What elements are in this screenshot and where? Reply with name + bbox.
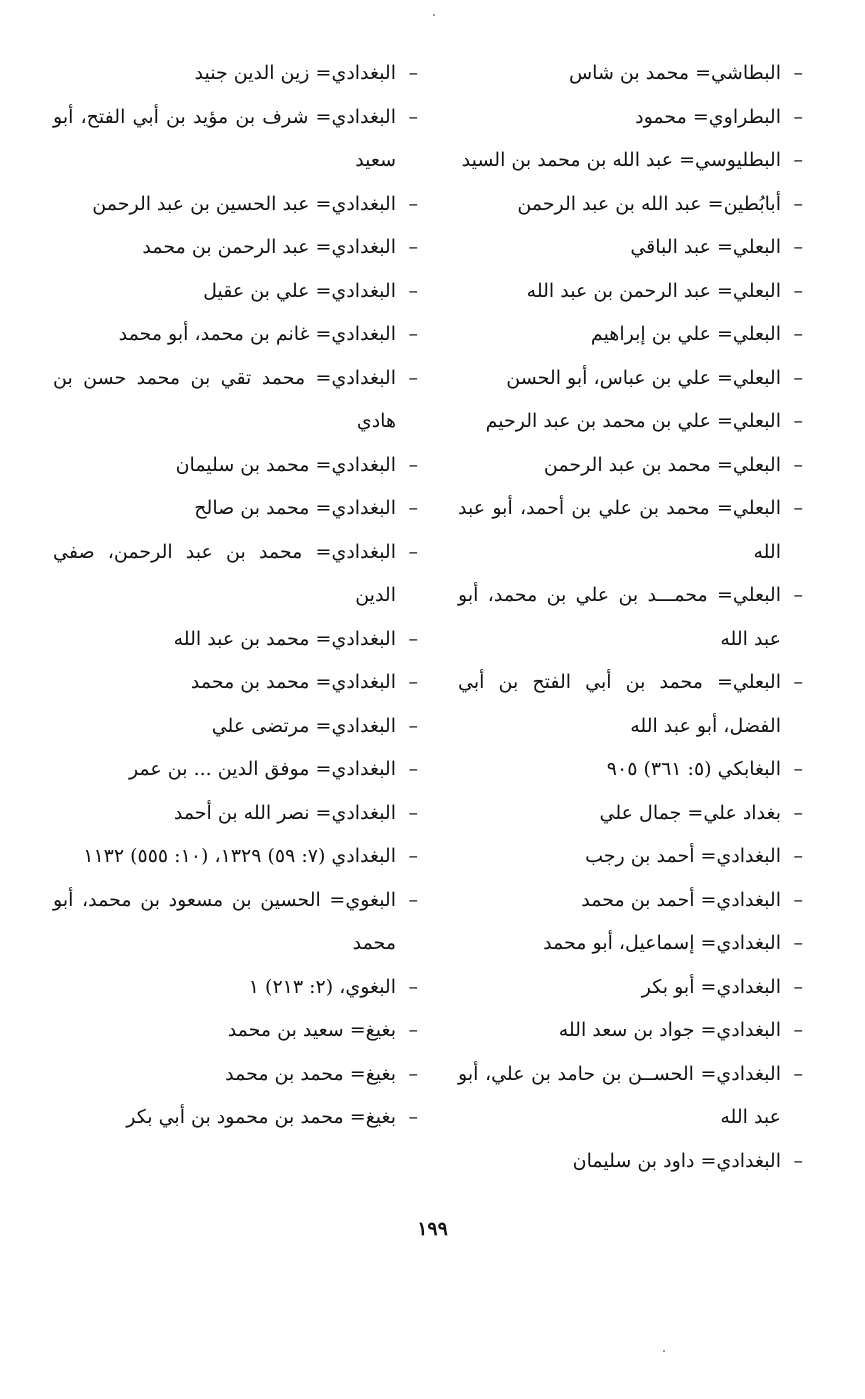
entry-dash: – <box>793 192 803 215</box>
entry-text: البغابكي (٥: ٣٦١) ٩٠٥ <box>606 758 781 780</box>
entry-dash: – <box>408 1106 418 1128</box>
index-entry <box>458 1053 803 1140</box>
entry-dash: – <box>793 801 803 824</box>
index-entry <box>53 879 418 966</box>
entry-dash: – <box>408 366 418 389</box>
index-entry <box>458 357 803 401</box>
entry-text: البغدادي= مرتضى علي <box>211 714 396 737</box>
index-entry <box>53 531 418 618</box>
index-entry <box>53 748 418 792</box>
entry-dash: – <box>793 975 803 998</box>
index-entry <box>53 52 418 96</box>
entry-dash: – <box>408 714 418 737</box>
entry-dash: – <box>793 279 803 302</box>
index-entry <box>458 226 803 270</box>
entry-text: البغدادي= محمد بن عبد الرحمن، صفي الدين <box>53 540 396 606</box>
entry-text: البغدادي= داود بن سليمان <box>572 1149 781 1172</box>
index-entry <box>458 313 803 357</box>
entry-text: البغدادي= أحمد بن محمد <box>581 888 781 911</box>
entry-dash: – <box>793 497 803 519</box>
index-entry <box>53 444 418 488</box>
entry-dash: – <box>408 236 418 258</box>
index-entry <box>458 792 803 836</box>
entry-dash: – <box>793 584 803 606</box>
entry-dash: – <box>408 540 418 563</box>
index-entry <box>53 1096 418 1140</box>
entry-dash: – <box>793 149 803 171</box>
index-entry <box>458 879 803 923</box>
index-entry <box>458 574 803 661</box>
index-entry <box>53 705 418 749</box>
index-entry <box>53 792 418 836</box>
index-entry <box>53 313 418 357</box>
entry-text: البغدادي= الحســن بن حامد بن علي، أبو عبد الله <box>458 1062 781 1128</box>
entry-dash: – <box>408 497 418 519</box>
entry-text: البغدادي= عبد الحسين بن عبد الرحمن <box>92 192 396 215</box>
index-entry <box>53 226 418 270</box>
entry-dash: – <box>793 366 803 389</box>
entry-text: البطليوسي= عبد الله بن محمد بن السيد <box>461 149 781 171</box>
index-entry <box>458 270 803 314</box>
entry-text: البغدادي= عبد الرحمن بن محمد <box>142 236 396 258</box>
entry-text: بغيغ= سعيد بن محمد <box>227 1019 396 1041</box>
entry-dash: – <box>793 932 803 954</box>
index-entry <box>53 487 418 531</box>
entry-text: البغدادي= محمد بن صالح <box>194 497 396 519</box>
entry-dash: – <box>408 888 418 911</box>
entry-dash: – <box>793 1019 803 1041</box>
entry-text: البعلي= محمد بن عبد الرحمن <box>543 453 781 476</box>
entry-dash: – <box>793 236 803 258</box>
entry-text: البغدادي= شرف بن مؤيد بن أبي الفتح، أبو سعيد <box>53 105 396 171</box>
entry-text: البعلي= علي بن عباس، أبو الحسن <box>506 366 781 389</box>
index-entry <box>458 966 803 1010</box>
entry-dash: – <box>793 1062 803 1085</box>
entry-text: البعلي= محمـــد بن علي بن محمد، أبو عبد الله <box>458 584 781 650</box>
entry-dash: – <box>793 410 803 432</box>
entry-text: البغدادي= إسماعيل، أبو محمد <box>543 932 781 954</box>
entry-dash: – <box>793 671 803 693</box>
entry-dash: – <box>793 888 803 911</box>
index-column-right <box>458 52 803 1183</box>
entry-text: البطراوي= محمود <box>635 105 781 128</box>
entry-text: البغدادي= غانم بن محمد، أبو محمد <box>118 323 396 345</box>
entry-text: البغدادي= محمد بن محمد <box>190 671 396 693</box>
index-entry <box>458 139 803 183</box>
entry-text: البعلي= علي بن إبراهيم <box>590 323 781 345</box>
entry-text: البغدادي= جواد بن سعد الله <box>558 1019 781 1041</box>
entry-dash: – <box>408 671 418 693</box>
index-entry <box>458 835 803 879</box>
entry-dash: – <box>408 453 418 476</box>
index-entry <box>458 444 803 488</box>
entry-dash: – <box>793 105 803 128</box>
entry-dash: – <box>408 105 418 128</box>
entry-text: البغدادي= محمد بن سليمان <box>175 453 396 476</box>
entry-dash: – <box>793 758 803 780</box>
index-entry <box>53 661 418 705</box>
entry-dash: – <box>793 453 803 476</box>
index-entry <box>458 52 803 96</box>
entry-text: البعلي= محمد بن أبي الفتح بن أبي الفضل، أبو عبد الله <box>458 671 781 737</box>
entry-text: البغدادي= علي بن عقيل <box>203 279 396 302</box>
entry-text: البعلي= محمد بن علي بن أحمد، أبو عبد الله <box>458 497 781 563</box>
entry-dash: – <box>408 192 418 215</box>
entry-text: البطاشي= محمد بن شاس <box>568 62 781 84</box>
index-entry <box>458 183 803 227</box>
entry-dash: – <box>793 845 803 867</box>
index-entry <box>53 357 418 444</box>
index-entry <box>458 1009 803 1053</box>
index-entry <box>53 1053 418 1097</box>
entry-dash: – <box>793 323 803 345</box>
entry-text: البغدادي= زين الدين جنيد <box>194 62 396 84</box>
entry-text: البغوي= الحسين بن مسعود بن محمد، أبو محمد <box>53 888 396 954</box>
index-entry <box>53 966 418 1010</box>
entry-dash: – <box>408 801 418 824</box>
entry-dash: – <box>408 845 418 867</box>
index-entry <box>53 270 418 314</box>
entry-dash: – <box>408 323 418 345</box>
index-entry <box>53 618 418 662</box>
index-entry <box>458 96 803 140</box>
page-number: ١٩٩ <box>417 1218 448 1240</box>
index-entry <box>53 183 418 227</box>
index-entry <box>458 748 803 792</box>
index-entry <box>458 922 803 966</box>
index-entry <box>53 1009 418 1053</box>
index-entry <box>458 487 803 574</box>
index-column-left <box>53 52 418 1140</box>
entry-dash: – <box>793 62 803 84</box>
entry-dash: – <box>408 62 418 84</box>
entry-text: البعلي= عبد الرحمن بن عبد الله <box>526 279 781 302</box>
scan-speck <box>663 1350 665 1352</box>
entry-dash: – <box>408 758 418 780</box>
index-entry <box>53 835 418 879</box>
entry-dash: – <box>408 627 418 650</box>
entry-text: بغيغ= محمد بن محمد <box>225 1062 396 1085</box>
entry-text: البغدادي= محمد تقي بن محمد حسن بن هادي <box>53 366 396 432</box>
entry-text: بغيغ= محمد بن محمود بن أبي بكر <box>126 1106 396 1128</box>
entry-text: البغدادي (٧: ٥٩) ١٣٢٩، (١٠: ٥٥٥) ١١٣٢ <box>83 845 396 867</box>
entry-text: البغدادي= نصر الله بن أحمد <box>173 801 396 824</box>
entry-text: البغوي، (٢: ٢١٣) ١ <box>248 975 396 998</box>
entry-text: البغدادي= موفق الدين ... بن عمر <box>128 758 396 780</box>
index-entry <box>458 400 803 444</box>
entry-dash: – <box>408 279 418 302</box>
index-entry <box>458 661 803 748</box>
entry-text: بغداد علي= جمال علي <box>599 801 781 824</box>
entry-dash: – <box>408 975 418 998</box>
entry-text: البعلي= علي بن محمد بن عبد الرحيم <box>485 410 781 432</box>
entry-text: البغدادي= أبو بكر <box>641 975 781 998</box>
entry-text: البغدادي= محمد بن عبد الله <box>173 627 396 650</box>
entry-dash: – <box>408 1062 418 1085</box>
index-entry <box>458 1140 803 1184</box>
entry-text: أبابُطين= عبد الله بن عبد الرحمن <box>517 192 781 215</box>
scan-speck <box>433 14 435 16</box>
entry-text: البغدادي= أحمد بن رجب <box>585 845 781 867</box>
entry-dash: – <box>793 1149 803 1172</box>
entry-text: البعلي= عبد الباقي <box>630 236 781 258</box>
entry-dash: – <box>408 1019 418 1041</box>
index-entry <box>53 96 418 183</box>
